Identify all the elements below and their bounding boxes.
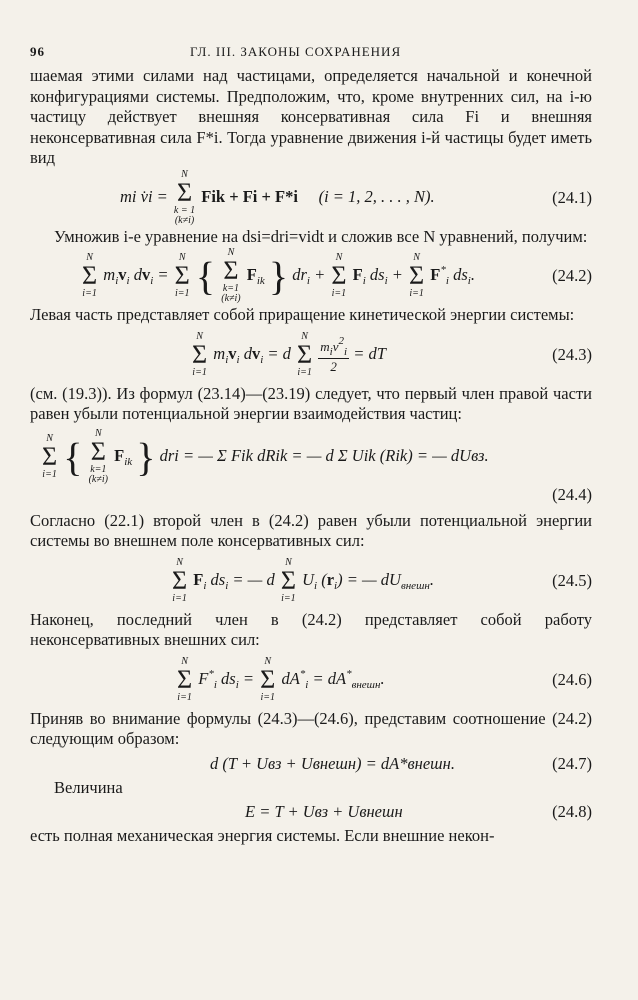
paragraph-5: Согласно (22.1) второй член в (24.2) равен убыли потенциальной энергии системы во внешнем поле консервативных сил: (30, 510, 592, 550)
eq7-text: d (T + Uвз + Uвнешн) = dA*внешн. (210, 753, 455, 773)
equation-24-8 (30, 798, 592, 826)
equation-24-6: N Σ i=1 $F^*_i$ $ds_i$ = N Σ i=1 $dA^*_i = dA^*_{внешн}$. (24.6) (177, 655, 592, 703)
paragraph-4: (см. (19.3)). Из формул (23.14)—(23.19) следует, что первый член правой части равен убыли потенциальной энергии взаимодействия частиц: (30, 383, 592, 423)
paragraph-1: шаемая этими силами над частицами, определяется начальной и конечной конфигурациями системы. Предположим, что, кроме внутренних сил, на i-ю частицу действует внешняя консервативная сила Fi и внешняя неконсервативная сила F*i. Тогда уравнение движения i-й частицы будет иметь вид (30, 66, 592, 167)
equation-number-24-8: (24.8) (552, 802, 592, 821)
equation-24-1 (30, 169, 592, 227)
paragraph-2: Умножив i-е уравнение на dsi=dri=vidt и сложив все N уравнений, получим: (54, 226, 588, 246)
eq8-text: E = T + Uвз + Uвнешн (245, 802, 403, 821)
paragraph-6: Наконец, последний член в (24.2) представляет собой работу неконсервативных внешних сил: (30, 609, 592, 649)
equation-24-3: N Σ i=1 $m_iv_i$ $dv_i = d$ N Σ i=1 $\frac{m_iv^2_i}{2}$ = dT (24.3) (192, 330, 592, 378)
page-header (30, 38, 592, 60)
equation-24-5: N Σ i=1 $F_i$ $ds_i$ = — d N Σ i=1 $U_i$ $(r_i)$ = — $dU_{внешн}$. (24.5) (172, 556, 592, 604)
paragraph-7: Приняв во внимание формулы (24.3)—(24.6), представим соотношение (24.2) следующим образом: (30, 708, 592, 748)
paragraph-9: есть полная механическая энергия системы. Если внешние некон- (30, 826, 495, 845)
equation-24-2: N Σ i=1 $m_iv_i$ $dv_i$ = N Σ i=1 { N Σ k=1 (k≠i) $F_{ik}$ } $dr_i$ + N Σ i=1 $F_i$ $ds_i$ + N Σ i=1 $F^*_i$ $ds_i$. (24.2) (82, 247, 592, 304)
equation-number-24-5: (24.5) (552, 570, 592, 590)
equation-number-24-7: (24.7) (552, 753, 592, 773)
equation-number-24-1: (24.1) (552, 187, 592, 207)
running-head: ГЛ. III. ЗАКОНЫ СОХРАНЕНИЯ (190, 44, 402, 59)
equation-number-24-3: (24.3) (552, 344, 592, 364)
paragraph-3: Левая часть представляет собой приращение кинетической энергии системы: (30, 305, 575, 324)
equation-24-7 (30, 750, 592, 778)
eq4-rhs: dri = — Σ Fik dRik = — d Σ Uik (Rik) = — dUвз. (159, 445, 489, 465)
eq1-condition: (i = 1, 2, . . . , N). (318, 186, 435, 206)
equation-number-24-6: (24.6) (552, 669, 592, 689)
eq1-lhs: mi v̇i = (120, 186, 168, 206)
equation-number-24-4: (24.4) (552, 484, 592, 504)
eq1-rhs: Fik + Fi + F*i (201, 186, 298, 206)
equation-number-24-2: (24.2) (552, 266, 592, 285)
page-number: 96 (30, 44, 45, 59)
equation-24-4: N Σ i=1 { N Σ k=1 (k≠i) $F_{ik}$ } dri = — Σ Fik dRik = — d Σ Uik (Rik) = — dUвз. (24.4) (42, 427, 592, 504)
eq1-sum: N Σ k = 1 (k≠i) (173, 168, 196, 226)
paragraph-8: Величина (54, 777, 123, 797)
